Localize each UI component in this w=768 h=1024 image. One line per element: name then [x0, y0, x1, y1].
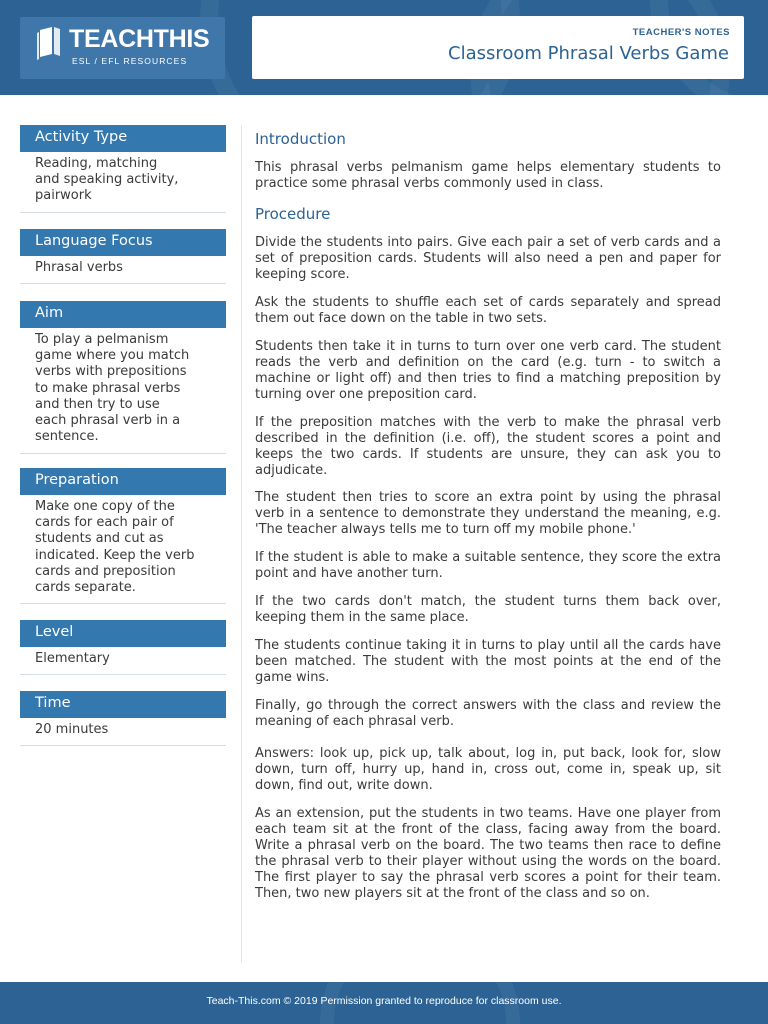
- introduction-heading: Introduction: [255, 130, 346, 148]
- text-line: to make phrasal verbs: [35, 380, 181, 396]
- text-line: cards separate.: [35, 580, 136, 596]
- procedure-paragraph: The student then tries to score an extra point by using the phrasal verb in a sentence to demonstrate they understand the meaning, e.g. 'The teacher always tells me to turn off my mobile phone.': [255, 490, 721, 538]
- text-line: cards for each pair of: [35, 515, 174, 531]
- procedure-paragraph: Divide the students into pairs. Give each pair a set of verb cards and a set of preposition cards. Students will also need a pen and paper for keeping score.: [255, 235, 721, 283]
- text-line: game where you match: [35, 348, 190, 364]
- copyright-text: Teach-This.com © 2019 Permission granted to reproduce for classroom use.: [206, 995, 562, 1007]
- text-line: Reading, matching: [35, 156, 158, 171]
- language-focus-heading: Language Focus: [20, 229, 226, 256]
- page-title: Classroom Phrasal Verbs Game: [448, 43, 729, 64]
- procedure-heading: Procedure: [255, 205, 331, 223]
- procedure-paragraph: Finally, go through the correct answers with the class and review the meaning of each phrasal verb.: [255, 698, 721, 730]
- text-line: each phrasal verb in a: [35, 413, 181, 429]
- aim-text: [35, 332, 215, 445]
- sidebar-divider: [20, 603, 226, 604]
- text-line: To play a pelmanism: [35, 332, 169, 347]
- sidebar-divider: [20, 745, 226, 746]
- sidebar-divider: [20, 674, 226, 675]
- sidebar-divider: [20, 283, 226, 284]
- text-line: pairwork: [35, 188, 92, 204]
- teachers-notes-label: TEACHER'S NOTES: [632, 27, 730, 38]
- text-line: students and cut as: [35, 531, 164, 547]
- time-heading: Time: [20, 691, 226, 718]
- aim-heading: Aim: [20, 301, 226, 328]
- title-box: [252, 16, 744, 79]
- level-heading: Level: [20, 620, 226, 647]
- procedure-paragraph: If the two cards don't match, the student turns them back over, keeping them in the same place.: [255, 594, 721, 626]
- text-line: cards and preposition: [35, 563, 176, 579]
- logo-title: TEACHTHIS: [69, 25, 210, 53]
- text-line: Make one copy of the: [35, 499, 175, 514]
- page-footer: [0, 982, 768, 1024]
- time-text: 20 minutes: [35, 722, 109, 737]
- procedure-paragraph: If the student is able to make a suitable sentence, they score the extra point and have another turn.: [255, 550, 721, 582]
- text-line: verbs with prepositions: [35, 364, 187, 380]
- sidebar-divider: [20, 212, 226, 213]
- activity-type-text: [35, 156, 215, 205]
- introduction-text: This phrasal verbs pelmanism game helps elementary students to practice some phrasal verbs commonly used in class.: [255, 160, 721, 192]
- text-line: and then try to use: [35, 396, 160, 412]
- sidebar-divider: [20, 453, 226, 454]
- text-line: indicated. Keep the verb: [35, 547, 195, 563]
- preparation-heading: Preparation: [20, 468, 226, 495]
- level-text: Elementary: [35, 651, 110, 666]
- page-header: [0, 0, 768, 95]
- procedure-paragraph: The students continue taking it in turns to play until all the cards have been matched. The student with the most points at the end of the game wins.: [255, 638, 721, 686]
- procedure-paragraph: Ask the students to shuffle each set of cards separately and spread them out face down on the table in two sets.: [255, 295, 721, 327]
- logo: [20, 17, 225, 79]
- text-line: sentence.: [35, 429, 99, 445]
- activity-type-heading: Activity Type: [20, 125, 226, 152]
- language-focus-text: Phrasal verbs: [35, 260, 123, 275]
- logo-subtitle: ESL / EFL RESOURCES: [72, 56, 188, 66]
- procedure-paragraph: Students then take it in turns to turn over one verb card. The student reads the verb and definition on the card (e.g. turn - to switch a machine or light off) and then tries to find a matching preposition by turning over one preposition card.: [255, 339, 721, 403]
- answers-paragraph: Answers: look up, pick up, talk about, log in, put back, look for, slow down, turn off, hurry up, hand in, cross out, come in, speak up, sit down, find out, write down.: [255, 746, 721, 794]
- text-line: and speaking activity,: [35, 172, 179, 188]
- procedure-paragraph: If the preposition matches with the verb to make the phrasal verb described in the definition (i.e. off), the student scores a point and keeps the two cards. If students are unsure, they can ask you to adjudicate.: [255, 415, 721, 479]
- column-divider: [241, 125, 242, 963]
- extension-paragraph: As an extension, put the students in two teams. Have one player from each team sit at the front of the class, facing away from the board. Write a phrasal verb on the board. The two teams then race to define the phrasal verb to their player without using the words on the board. The first player to say the phrasal verb scores a point for their team. Then, two new players sit at the front of the class and so on.: [255, 806, 721, 902]
- book-logo-icon: [36, 26, 64, 60]
- preparation-text: [35, 499, 215, 596]
